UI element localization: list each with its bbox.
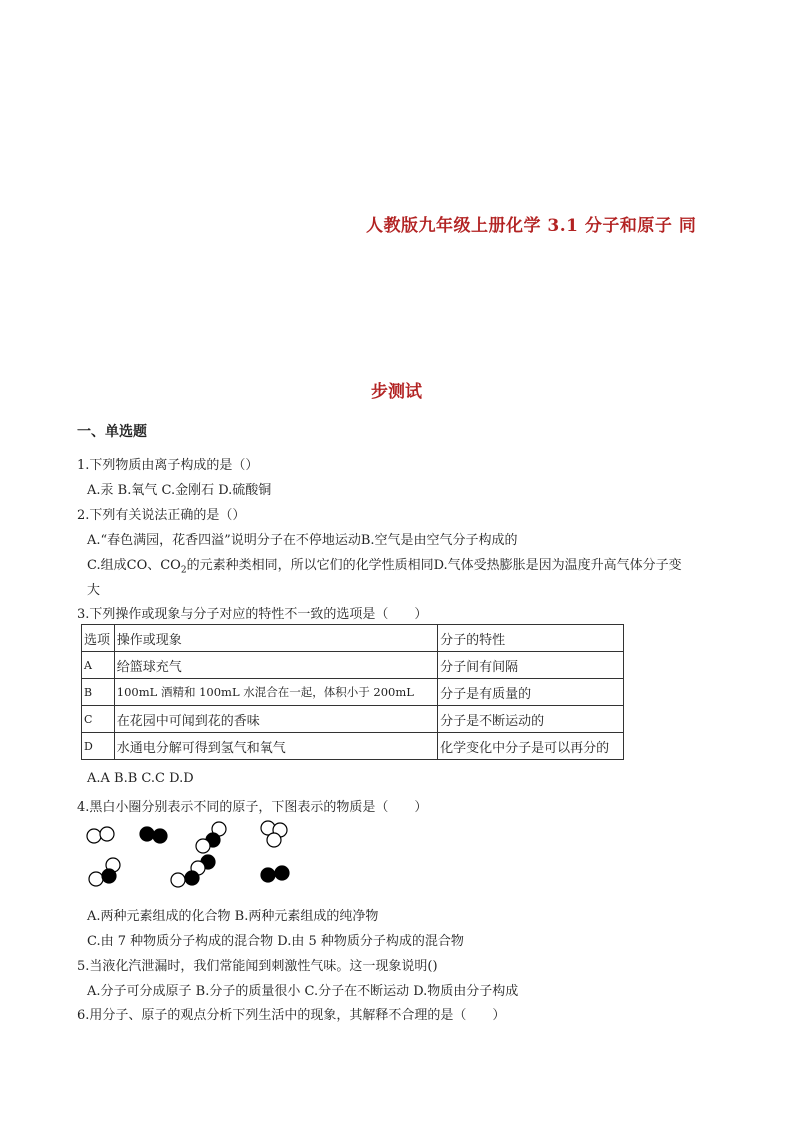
table-cell: 100mL 酒精和 100mL 水混合在一起，体积小于 200mL [114,679,437,706]
question-2-stem: 2.下列有关说法正确的是（） [77,508,246,523]
question-3-options: A.A B.B C.C D.D [87,771,194,786]
table-row [82,679,624,706]
question-1-options: A.汞 B.氧气 C.金刚石 D.硫酸铜 [87,483,272,498]
table-cell: B [82,679,115,706]
question-2-line2-a: C.组成CO、CO [87,558,181,573]
table-cell: 分子是不断运动的 [438,706,624,733]
table-cell: 给篮球充气 [114,652,437,679]
molecule-diagram [80,818,320,890]
table-header-cell: 分子的特性 [438,625,624,652]
question-2-line1: A.“春色满园，花香四溢”说明分子在不停地运动B.空气是由空气分子构成的 [87,533,518,548]
table-cell: 水通电分解可得到氢气和氧气 [114,733,437,760]
question-4-options-line2: C.由 7 种物质分子构成的混合物 D.由 5 种物质分子构成的混合物 [87,934,464,949]
question-4-options-line1: A.两种元素组成的化合物 B.两种元素组成的纯净物 [87,909,379,924]
white-atom [89,872,103,886]
black-atom [102,869,116,883]
table-cell: A [82,652,115,679]
question-2-line3: 大 [87,583,101,598]
table-header-cell: 选项 [82,625,115,652]
white-atom [100,827,114,841]
white-atom [87,829,101,843]
subscript-2: 2 [180,565,187,576]
question-2-line2-b: 的元素种类相同，所以它们的化学性质相同D.气体受热膨胀是因为温度升高气体分子变 [186,558,682,573]
question-1-stem: 1.下列物质由离子构成的是（） [77,458,259,473]
table-header-row [82,625,624,652]
document-title-line1: 人教版九年级上册化学 3.1 分子和原子 同 [366,216,697,236]
black-atom [153,829,167,843]
black-atom [185,871,199,885]
black-atom [275,866,289,880]
table-header-cell: 操作或现象 [114,625,437,652]
table-cell: 在花园中可闻到花的香味 [114,706,437,733]
question-3-stem: 3.下列操作或现象与分子对应的特性不一致的选项是（ ） [77,607,428,622]
document-title-line2: 步测试 [371,382,422,402]
table-row [82,652,624,679]
black-atom [261,868,275,882]
table-cell: C [82,706,115,733]
table-cell: 化学变化中分子是可以再分的 [438,733,624,760]
question-3-table [81,624,624,760]
black-atom [140,827,154,841]
white-atom [196,839,210,853]
table-row [82,733,624,760]
question-4-stem: 4.黑白小圈分别表示不同的原子，下图表示的物质是（ ） [77,800,428,815]
table-cell: D [82,733,115,760]
question-5-options: A.分子可分成原子 B.分子的质量很小 C.分子在不断运动 D.物质由分子构成 [87,984,519,999]
question-2-line2 [87,554,682,576]
white-atom [267,833,281,847]
question-6-stem: 6.用分子、原子的观点分析下列生活中的现象，其解释不合理的是（ ） [77,1008,506,1023]
table-cell: 分子是有质量的 [438,679,624,706]
question-5-stem: 5.当液化汽泄漏时，我们常能闻到刺激性气味。这一现象说明() [77,959,438,974]
table-row [82,706,624,733]
table-cell: 分子间有间隔 [438,652,624,679]
section-heading: 一、单选题 [77,424,147,440]
white-atom [171,873,185,887]
